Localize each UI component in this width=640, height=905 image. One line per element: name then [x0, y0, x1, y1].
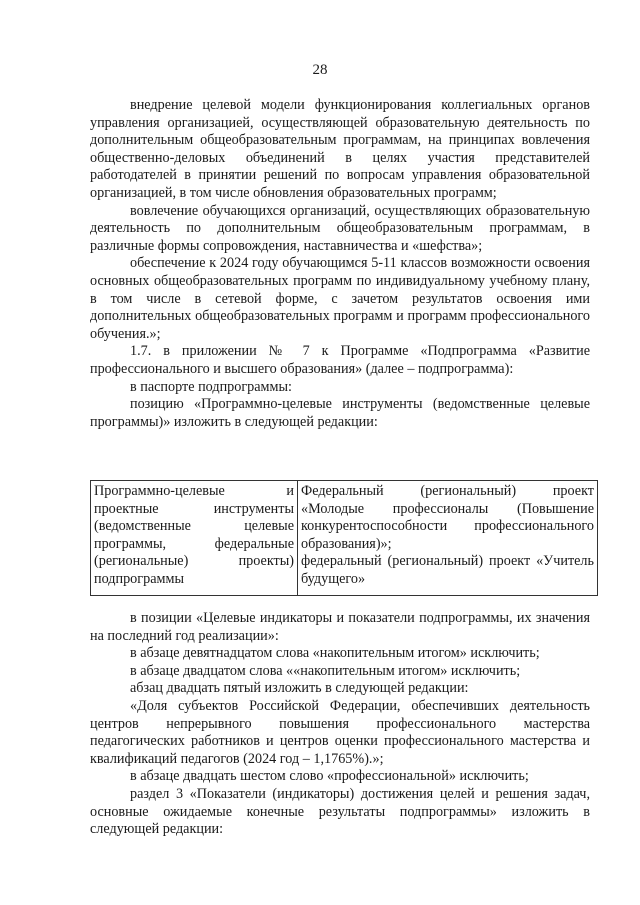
paragraph: в абзаце девятнадцатом слова «накопительным итогом» исключить;	[130, 645, 540, 662]
paragraph: вовлечение обучающихся организаций, осуществляющих образовательную деятельность по дополнительным общеобразовательным программам, в различные формы сопровождения, наставничества и «шефства»;	[90, 202, 590, 254]
paragraph: внедрение целевой модели функционирования коллегиальных органов управления организацией, осуществляющей образовательную деятельность по дополнительным общеобразовательным программам, на принципах вовлечения общественно-деловых объединений в целях участия представителей работодателей в принятии решений по вопросам управления образовательной организацией, в том числе обновления образовательных программ;	[90, 97, 590, 201]
page-number: 28	[312, 62, 328, 78]
paragraph: позицию «Программно-целевые инструменты (ведомственные целевые программы)» изложить в следующей редакции:	[90, 396, 590, 430]
document-body-bottom	[90, 610, 590, 839]
table-cell-label: Программно-целевые и проектные инструменты (ведомственные целевые программы, федеральные (региональные) проекты) подпрограммы	[91, 481, 298, 596]
paragraph: абзац двадцать пятый изложить в следующей редакции:	[130, 680, 469, 697]
paragraph: в абзаце двадцать шестом слово «профессиональной» исключить;	[130, 768, 529, 785]
table-cell-value	[298, 481, 598, 596]
paragraph: в абзаце двадцатом слова ««накопительным итогом» исключить;	[130, 662, 521, 679]
paragraph: «Доля субъектов Российской Федерации, обеспечивших деятельность центров непрерывного повышения профессионального мастерства педагогических работников и центров оценки профессионального мастерства и квалификаций педагогов (2024 год – 1,1765%).»;	[90, 697, 590, 767]
paragraph: в паспорте подпрограммы:	[130, 378, 292, 395]
paragraph: в позиции «Целевые индикаторы и показатели подпрограммы, их значения на последний год реализации»:	[90, 610, 590, 644]
table-cell-value-line: Федеральный (региональный) проект «Молодые профессионалы (Повышение конкурентоспособности профессионального образования)»;	[301, 483, 594, 552]
table-row	[91, 481, 598, 596]
paragraph: раздел 3 «Показатели (индикаторы) достижения целей и решения задач, основные ожидаемые конечные результаты подпрограммы» изложить в следующей редакции:	[90, 785, 590, 838]
passport-table	[90, 480, 598, 596]
paragraph: 1.7. в приложении № 7 к Программе «Подпрограмма «Развитие профессионального и высшего образования» (далее – подпрограмма):	[90, 343, 590, 377]
document-body-top	[90, 97, 590, 431]
paragraph: обеспечение к 2024 году обучающимся 5-11 классов возможности освоения основных общеобразовательных программ по индивидуальному учебному плану, в том числе в сетевой форме, с зачетом результатов освоения ими дополнительных общеобразовательных программ и программ профессионального обучения.»;	[90, 255, 590, 342]
table-cell-value-line: федеральный (региональный) проект «Учитель будущего»	[301, 553, 594, 587]
